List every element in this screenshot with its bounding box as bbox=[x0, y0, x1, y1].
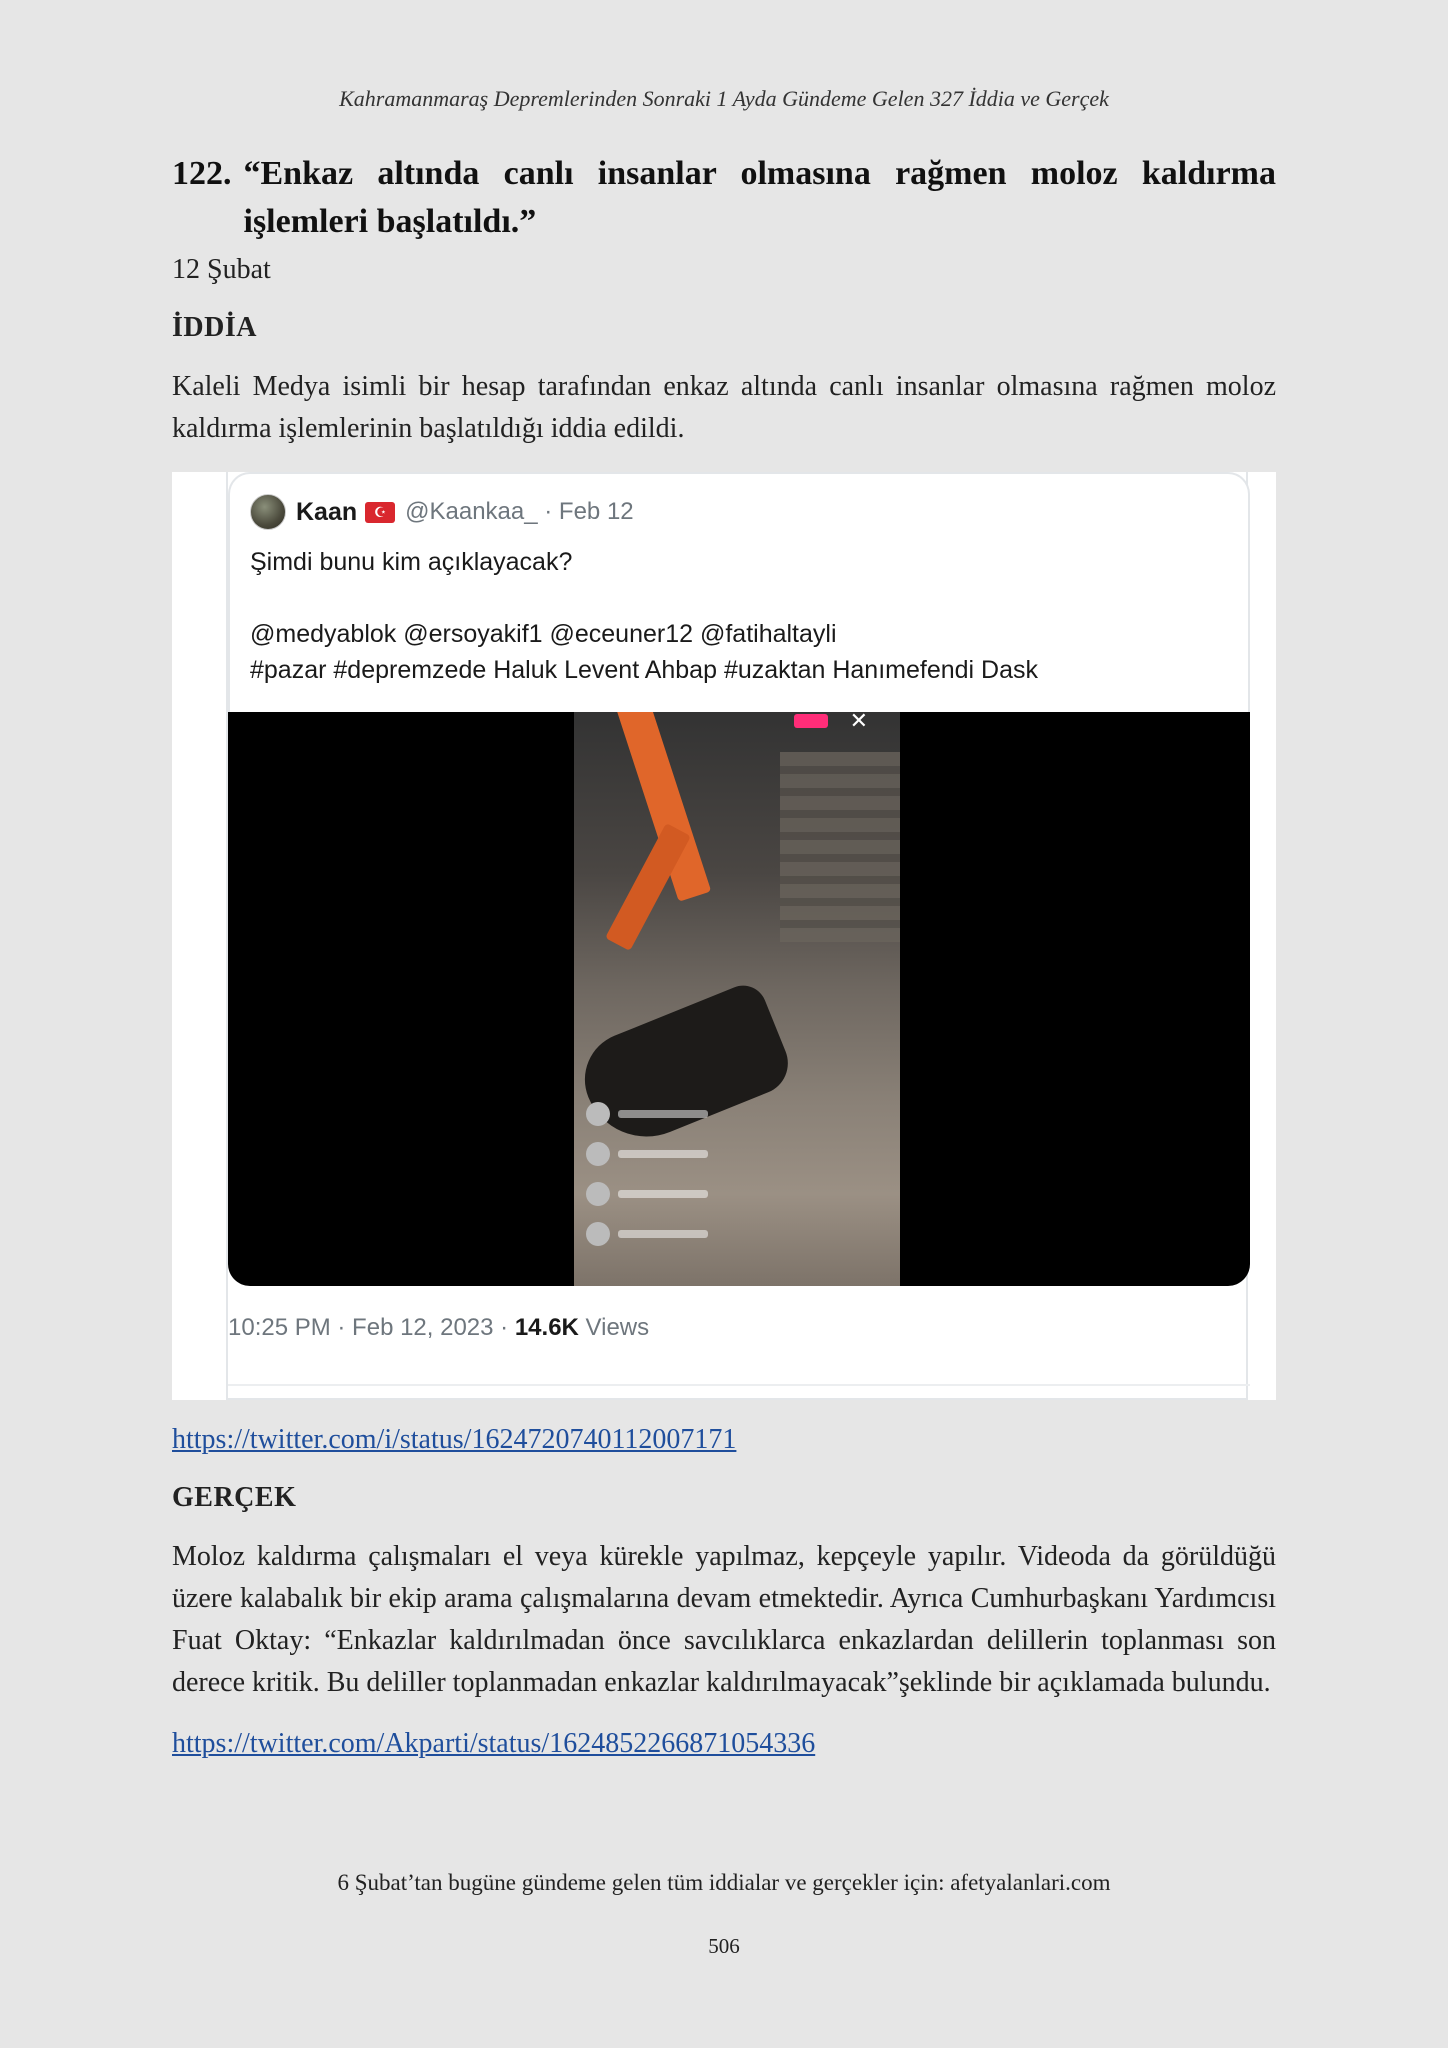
tweet-line-2: @medyablok @ersoyakif1 @eceuner12 @fatihaltayli bbox=[250, 620, 837, 648]
comment-text-blur bbox=[618, 1190, 708, 1198]
live-comment bbox=[586, 1182, 708, 1206]
tweet-timestamp: 10:25 PM · Feb 12, 2023 · bbox=[228, 1314, 515, 1341]
item-title-text: “Enkaz altında canlı insanlar olmasına rağmen moloz kaldırma işlemleri başlatıldı.” bbox=[243, 155, 1276, 240]
comment-avatar bbox=[586, 1142, 610, 1166]
item-title bbox=[172, 150, 1276, 246]
tweet-views-count: 14.6K bbox=[514, 1314, 579, 1341]
tweet-body bbox=[250, 544, 1210, 688]
tweet-views-label: Views bbox=[578, 1314, 650, 1341]
tweet-meta bbox=[228, 1314, 649, 1342]
tweet-author-name: Kaan bbox=[296, 497, 358, 526]
footer-note: 6 Şubat’tan bugüne gündeme gelen tüm iddialar ve gerçekler için: afetyalanlari.com bbox=[337, 1870, 1111, 1895]
comment-avatar bbox=[586, 1102, 610, 1126]
item-date: 12 Şubat bbox=[172, 254, 271, 285]
item-number: 122. bbox=[172, 155, 232, 192]
live-top-bar bbox=[584, 712, 884, 733]
tweet-screenshot bbox=[172, 472, 1276, 1400]
claim-source-link[interactable]: https://twitter.com/i/status/1624720740112007171 bbox=[172, 1424, 737, 1455]
comment-avatar bbox=[586, 1182, 610, 1206]
comment-text-blur bbox=[618, 1110, 708, 1118]
running-header: Kahramanmaraş Depremlerinden Sonraki 1 Ayda Gündeme Gelen 327 İddia ve Gerçek bbox=[339, 86, 1109, 111]
live-comment bbox=[586, 1142, 708, 1166]
video-frame bbox=[574, 712, 900, 1286]
tweet-line-3: #pazar #depremzede Haluk Levent Ahbap #uzaktan Hanımefendi Dask bbox=[250, 656, 1039, 684]
tweet-video bbox=[228, 712, 1250, 1286]
comment-text-blur bbox=[618, 1230, 708, 1238]
tweet-card bbox=[226, 472, 1248, 1400]
comment-avatar bbox=[586, 1222, 610, 1246]
page-number: 506 bbox=[708, 1934, 740, 1958]
fact-text: Moloz kaldırma çalışmaları el veya kürekle yapılmaz, kepçeyle yapılır. Videoda da görüldüğü üzere kalabalık bir ekip arama çalışmalarına devam etmektedir. Ayrıca Cumhurbaşkanı Yardımcısı Fuat Oktay: “Enkazlar kaldırılmadan önce savcılıklarca enkazlardan delillerin toplanması son derece kritik. Bu deliller toplanmadan enkazlar kaldırılmayacak”şeklinde bir açıklamada bulundu. bbox=[172, 1541, 1276, 1698]
tweet-divider bbox=[228, 1384, 1250, 1386]
tweet-line-1: Şimdi bunu kim açıklayacak? bbox=[250, 548, 573, 576]
tweet-header bbox=[250, 494, 634, 530]
live-comments bbox=[586, 1102, 708, 1262]
fact-heading: GERÇEK bbox=[172, 1482, 297, 1513]
live-comment bbox=[586, 1222, 708, 1246]
claim-text: Kaleli Medya isimli bir hesap tarafından enkaz altında canlı insanlar olmasına rağmen moloz kaldırma işlemlerinin başlatıldığı iddia edildi. bbox=[172, 371, 1276, 444]
claim-heading: İDDİA bbox=[172, 312, 257, 343]
page-content bbox=[172, 150, 1276, 1762]
tweet-handle-date: @Kaankaa_ · Feb 12 bbox=[405, 498, 634, 525]
avatar bbox=[250, 494, 286, 530]
close-icon: ✕ bbox=[849, 712, 868, 733]
live-comment bbox=[586, 1102, 708, 1126]
comment-text-blur bbox=[618, 1150, 708, 1158]
fact-source-link[interactable]: https://twitter.com/Akparti/status/1624852266871054336 bbox=[172, 1728, 816, 1759]
live-badge bbox=[794, 714, 828, 728]
turkey-flag-icon: ☪ bbox=[365, 502, 395, 523]
building-image bbox=[780, 752, 900, 942]
